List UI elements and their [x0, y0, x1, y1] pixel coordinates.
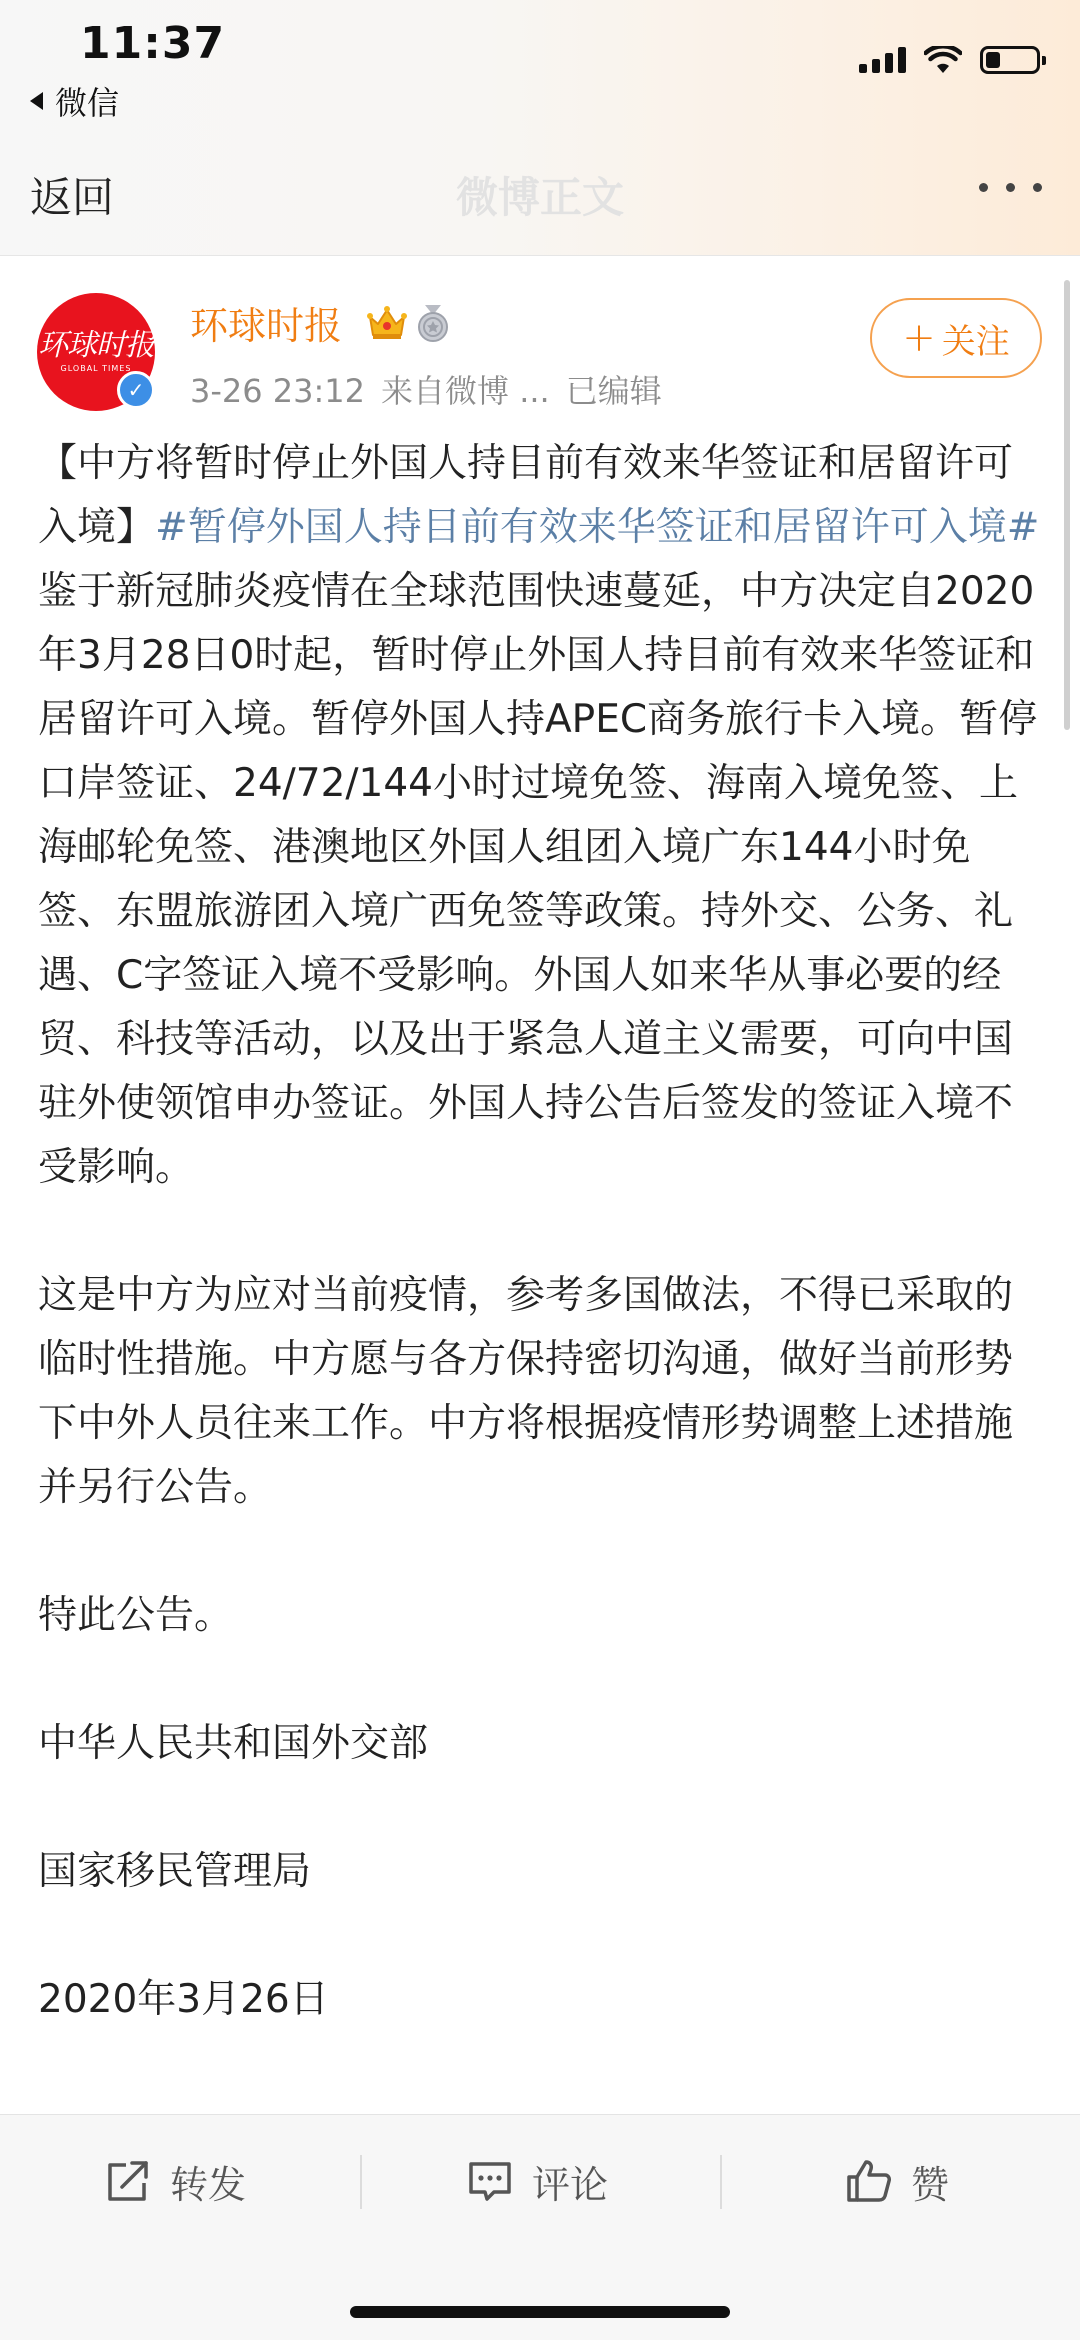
back-button[interactable]: 返回 [30, 173, 115, 222]
repost-label: 转发 [170, 2162, 247, 2207]
avatar-logo-subtext: GLOBAL TIMES [60, 364, 132, 373]
comment-label: 评论 [532, 2162, 609, 2207]
battery-icon [980, 46, 1040, 74]
edited-label[interactable]: 已编辑 [565, 372, 662, 410]
post-time: 3-26 23:12 [190, 372, 366, 410]
home-indicator[interactable] [350, 2306, 730, 2318]
more-options-icon[interactable] [979, 183, 1042, 192]
top-bar [0, 0, 1080, 256]
back-to-app[interactable] [30, 78, 119, 124]
page-title: 微博正文 [455, 173, 624, 222]
post-paragraph-3: 特此公告。 [38, 1593, 234, 1638]
comment-icon [466, 2157, 514, 2205]
post-paragraph-2: 这是中方为应对当前疫情，参考多国做法，不得已采取的临时性措施。中方愿与各方保持密切沟通，做好当前形势下中外人员往来工作。中方将根据疫情形势调整上述措施并另行公告。 [38, 1273, 1014, 1510]
like-label: 赞 [911, 2162, 950, 2207]
medal-icon[interactable] [413, 303, 453, 343]
post-date: 2020年3月26日 [38, 1977, 329, 2022]
repost-button[interactable] [104, 2151, 246, 2211]
status-time: 11:37 [80, 18, 226, 69]
back-app-label: 微信 [55, 84, 120, 122]
like-button[interactable] [845, 2151, 949, 2211]
repost-icon [104, 2157, 152, 2205]
post-text-1: 鉴于新冠肺炎疫情在全球范围快速蔓延，中方决定自2020年3月28日0时起，暂时停止外国人持目前有效来华签证和居留许可入境。暂停外国人持APEC商务旅行卡入境。暂停口岸签证、24/72/144小时过境免签、海南入境免签、上海邮轮免签、港澳地区外国人组团入境广东144小时免签、东盟旅游团入境广西免签等政策。持外交、公务、礼遇、C字签证入境不受影响。外国人如来华从事必要的经贸、科技等活动，以及出于紧急人道主义需要，可向中国驻外使领馆申办签证。外国人持公告后签发的签证入境不受影响。 [38, 569, 1038, 1190]
post-paragraph-1 [38, 432, 1048, 1200]
follow-button[interactable] [870, 298, 1042, 378]
avatar-logo-text: 环球时报 [38, 328, 154, 363]
verified-badge-icon: ✓ [117, 371, 155, 409]
back-triangle-icon [30, 92, 43, 110]
plus-icon: + [902, 315, 936, 361]
battery-level [986, 52, 1000, 68]
signal-icon [859, 47, 906, 73]
crown-icon[interactable] [367, 305, 407, 341]
post-source[interactable]: 来自微博 ... [381, 372, 550, 410]
follow-label: 关注 [941, 321, 1010, 362]
signature-immigration: 国家移民管理局 [38, 1849, 312, 1894]
post-headline: 【中方将暂时停止外国人持目前有效来华签证和居留许可入境】 [38, 441, 1014, 550]
action-divider [360, 2155, 362, 2209]
scrollbar[interactable] [1064, 280, 1070, 730]
hashtag-link[interactable]: #暂停外国人持目前有效来华签证和居留许可入境# [155, 505, 1040, 550]
status-icons [859, 46, 1040, 74]
thumbs-up-icon [845, 2157, 893, 2205]
signature-ministry: 中华人民共和国外交部 [38, 1721, 429, 1766]
action-divider [720, 2155, 722, 2209]
comment-button[interactable] [466, 2151, 608, 2211]
post-body [38, 432, 1048, 2032]
wifi-icon [924, 46, 962, 74]
post-meta [190, 366, 662, 412]
author-name[interactable]: 环球时报 [190, 304, 343, 348]
